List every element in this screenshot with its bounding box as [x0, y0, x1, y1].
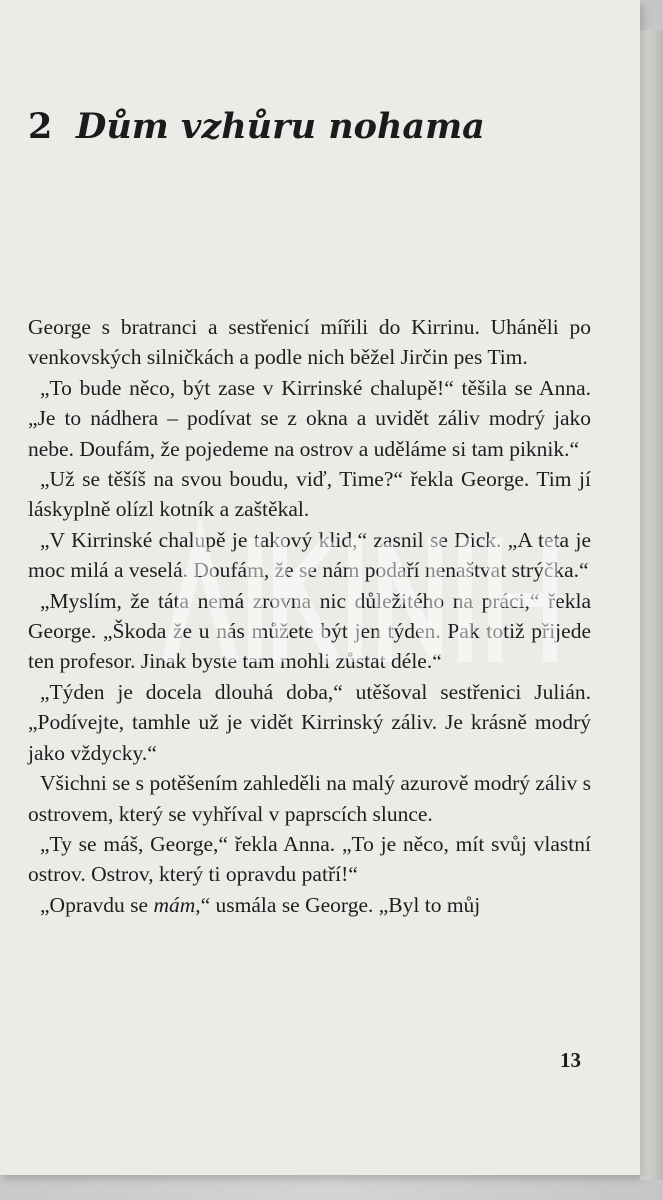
paragraph-last-emphasis: mám	[153, 892, 196, 917]
page-edge-stack	[640, 30, 663, 1180]
chapter-heading	[28, 106, 608, 147]
paragraph: „Myslím, že táta nemá zrovna nic důležitého na práci,“ řekla George. „Škoda že u nás můžete být jen týden. Pak totiž přijede ten profesor. Jinak byste tam mohli zůstat déle.“	[28, 588, 591, 674]
paragraph: „Už se těšíš na svou boudu, viď, Time?“ řekla George. Tim jí láskyplně olízl kotník a zaštěkal.	[28, 467, 591, 522]
paragraph-last-after: ,“ usmála se George. „Byl to můj	[195, 892, 481, 917]
paragraph-last-before: „Opravdu se	[40, 892, 154, 917]
body-text	[28, 312, 591, 920]
paragraph: „V Kirrinské chalupě je takový klid,“ zasnil se Dick. „A teta je moc milá a veselá. Doufám, že se nám podaří nenaštvat strýčka.“	[28, 527, 591, 583]
paragraph-last	[28, 890, 591, 920]
paragraph: George s bratranci a sestřenicí mířili do Kirrinu. Uháněli po venkovských silničkách a podle nich běžel Jirčin pes Tim.	[28, 315, 591, 370]
paragraph: Všichni se s potěšením zahleděli na malý azurově modrý záliv s ostrovem, který se vyhříval v paprscích slunce.	[28, 771, 591, 826]
paragraph: „Týden je docela dlouhá doba,“ utěšoval sestřenici Julián. „Podívejte, tamhle už je vidět Kirrinský záliv. Je krásně modrý jako vždycky.“	[28, 679, 591, 765]
chapter-title: Dům vzhůru nohama	[76, 106, 485, 147]
paragraph: „Ty se máš, George,“ řekla Anna. „To je něco, mít svůj vlastní ostrov. Ostrov, který ti opravdu patří!“	[28, 831, 591, 887]
chapter-number: 2	[28, 106, 53, 147]
paragraph: „To bude něco, být zase v Kirrinské chalupě!“ těšila se Anna. „Je to nádhera – podívat se z okna a uvidět záliv modrý jako nebe. Doufám, že pojedeme na ostrov a uděláme si tam piknik.“	[28, 375, 591, 461]
page-number: 13	[560, 1048, 581, 1072]
